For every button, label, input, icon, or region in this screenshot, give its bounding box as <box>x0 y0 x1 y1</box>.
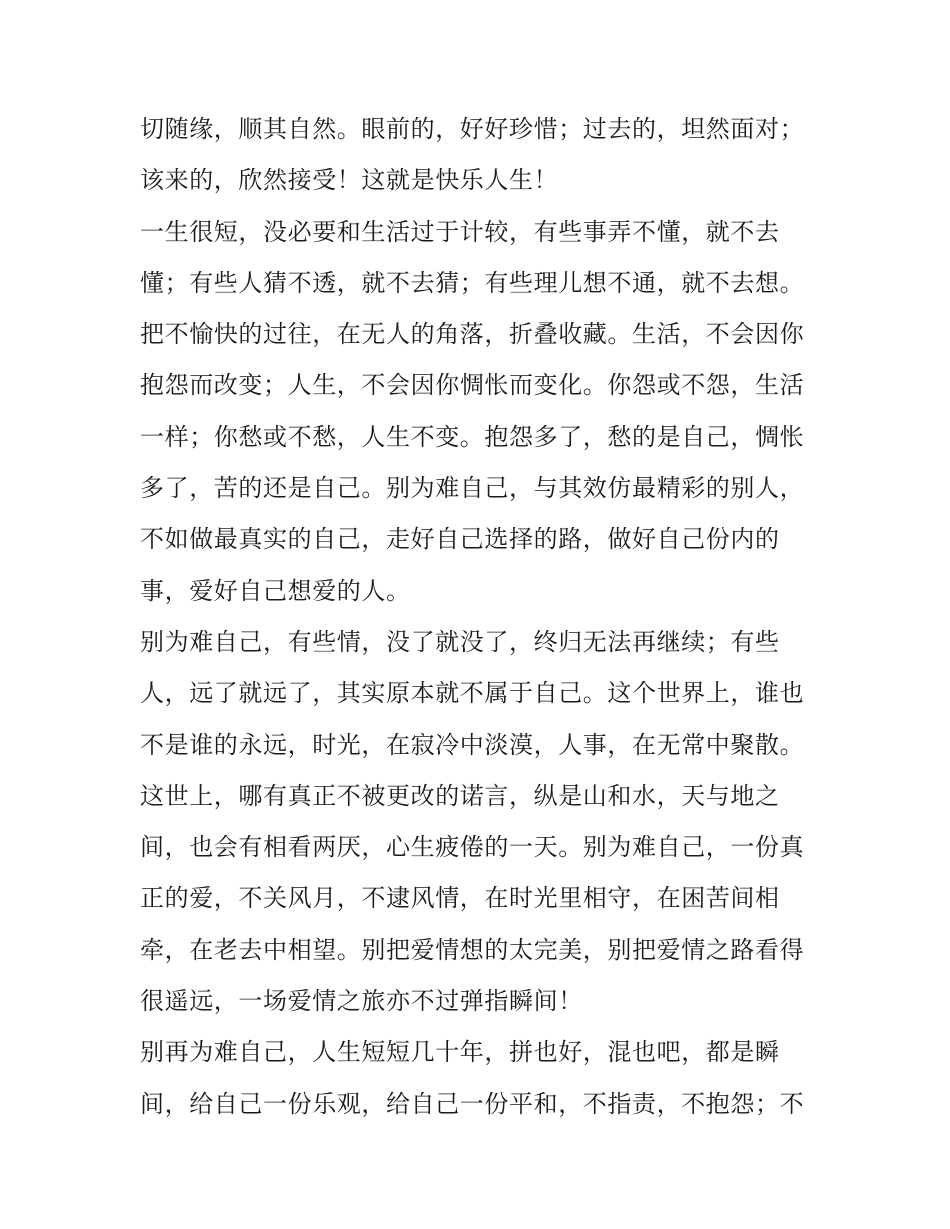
text-line: 别为难自己，有些情，没了就没了，终归无法再继续；有些 <box>140 627 780 656</box>
text-line: 正的爱，不关风月，不逮风情，在时光里相守，在困苦间相 <box>140 884 780 913</box>
text-line: 很遥远，一场爱情之旅亦不过弹指瞬间！ <box>140 987 583 1016</box>
text-line: 不如做最真实的自己，走好自己选择的路，做好自己份内的 <box>140 525 780 554</box>
text-line: 懂；有些人猜不透，就不去猜；有些理儿想不通，就不去想。 <box>140 268 805 297</box>
text-line: 不是谁的永远，时光，在寂冷中淡漠，人事，在无常中聚散。 <box>140 730 805 759</box>
text-line: 该来的，欣然接受！这就是快乐人生！ <box>140 166 559 195</box>
text-line: 牵，在老去中相望。别把爱情想的太完美，别把爱情之路看得 <box>140 935 805 964</box>
text-line: 把不愉快的过往，在无人的角落，折叠收藏。生活，不会因你 <box>140 320 805 349</box>
text-line: 间，也会有相看两厌，心生疲倦的一天。别为难自己，一份真 <box>140 833 805 862</box>
text-line: 这世上，哪有真正不被更改的诺言，纵是山和水，天与地之 <box>140 781 780 810</box>
text-line: 抱怨而改变；人生，不会因你惆怅而变化。你怨或不怨，生活 <box>140 371 805 400</box>
text-line: 一样；你愁或不愁，人生不变。抱怨多了，愁的是自己，惆怅 <box>140 422 805 451</box>
text-line: 切随缘，顺其自然。眼前的，好好珍惜；过去的，坦然面对； <box>140 115 805 143</box>
text-line: 别再为难自己，人生短短几十年，拼也好，混也吧，都是瞬 <box>140 1038 780 1067</box>
text-line: 多了，苦的还是自己。别为难自己，与其效仿最精彩的别人， <box>140 474 805 503</box>
body-text <box>140 104 830 1130</box>
text-line: 人，远了就远了，其实原本就不属于自己。这个世界上，谁也 <box>140 679 805 708</box>
text-line: 一生很短，没必要和生活过于计较，有些事弄不懂，就不去 <box>140 217 780 246</box>
text-line: 间，给自己一份乐观，给自己一份平和，不指责，不抱怨；不 <box>140 1089 805 1118</box>
text-line: 事，爱好自己想爱的人。 <box>140 576 411 605</box>
